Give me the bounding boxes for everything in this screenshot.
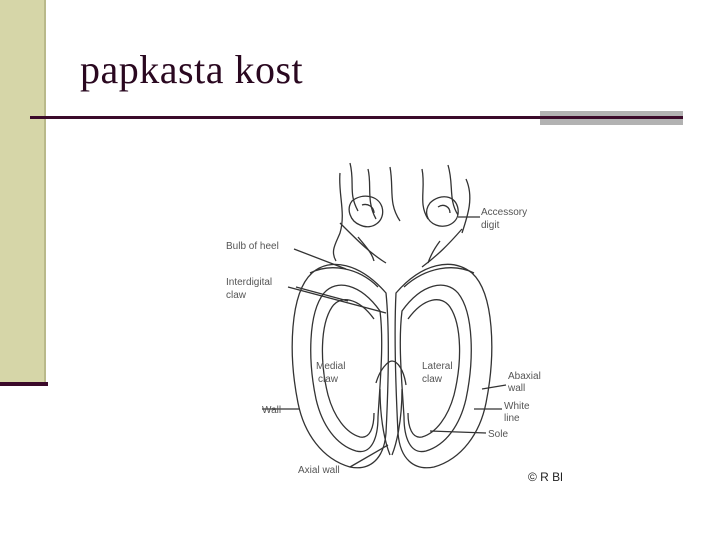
label-interdigital-2: claw (226, 290, 247, 301)
title-underline-accent (540, 111, 683, 125)
label-wall: Wall (262, 405, 282, 416)
hoof-diagram (190, 133, 576, 495)
label-accessory-digit-2: digit (481, 220, 500, 231)
label-abaxial-2: wall (508, 383, 526, 394)
title-underline (30, 116, 540, 119)
label-white-line-1: White (504, 401, 530, 412)
copyright-text: © R Bl (528, 470, 563, 484)
side-accent-bar (0, 0, 46, 382)
label-lateral-2: claw (422, 374, 443, 385)
hoof-drawing (262, 163, 509, 468)
label-lateral-1: Lateral (422, 361, 453, 372)
label-abaxial-1: Abaxial (508, 371, 541, 382)
slide-title: papkasta kost (80, 47, 304, 92)
side-accent-bar-foot (0, 382, 48, 386)
label-axial-wall: Axial wall (298, 465, 340, 476)
label-interdigital-1: Interdigital (226, 277, 273, 288)
label-white-line-2: line (504, 413, 520, 424)
label-bulb-of-heel: Bulb of heel (226, 241, 279, 252)
label-sole: Sole (488, 429, 509, 440)
hoof-diagram-svg (190, 133, 576, 495)
label-accessory-digit-1: Accessory (481, 207, 528, 218)
label-medial-1: Medial (316, 361, 346, 372)
label-medial-2: claw (318, 374, 339, 385)
